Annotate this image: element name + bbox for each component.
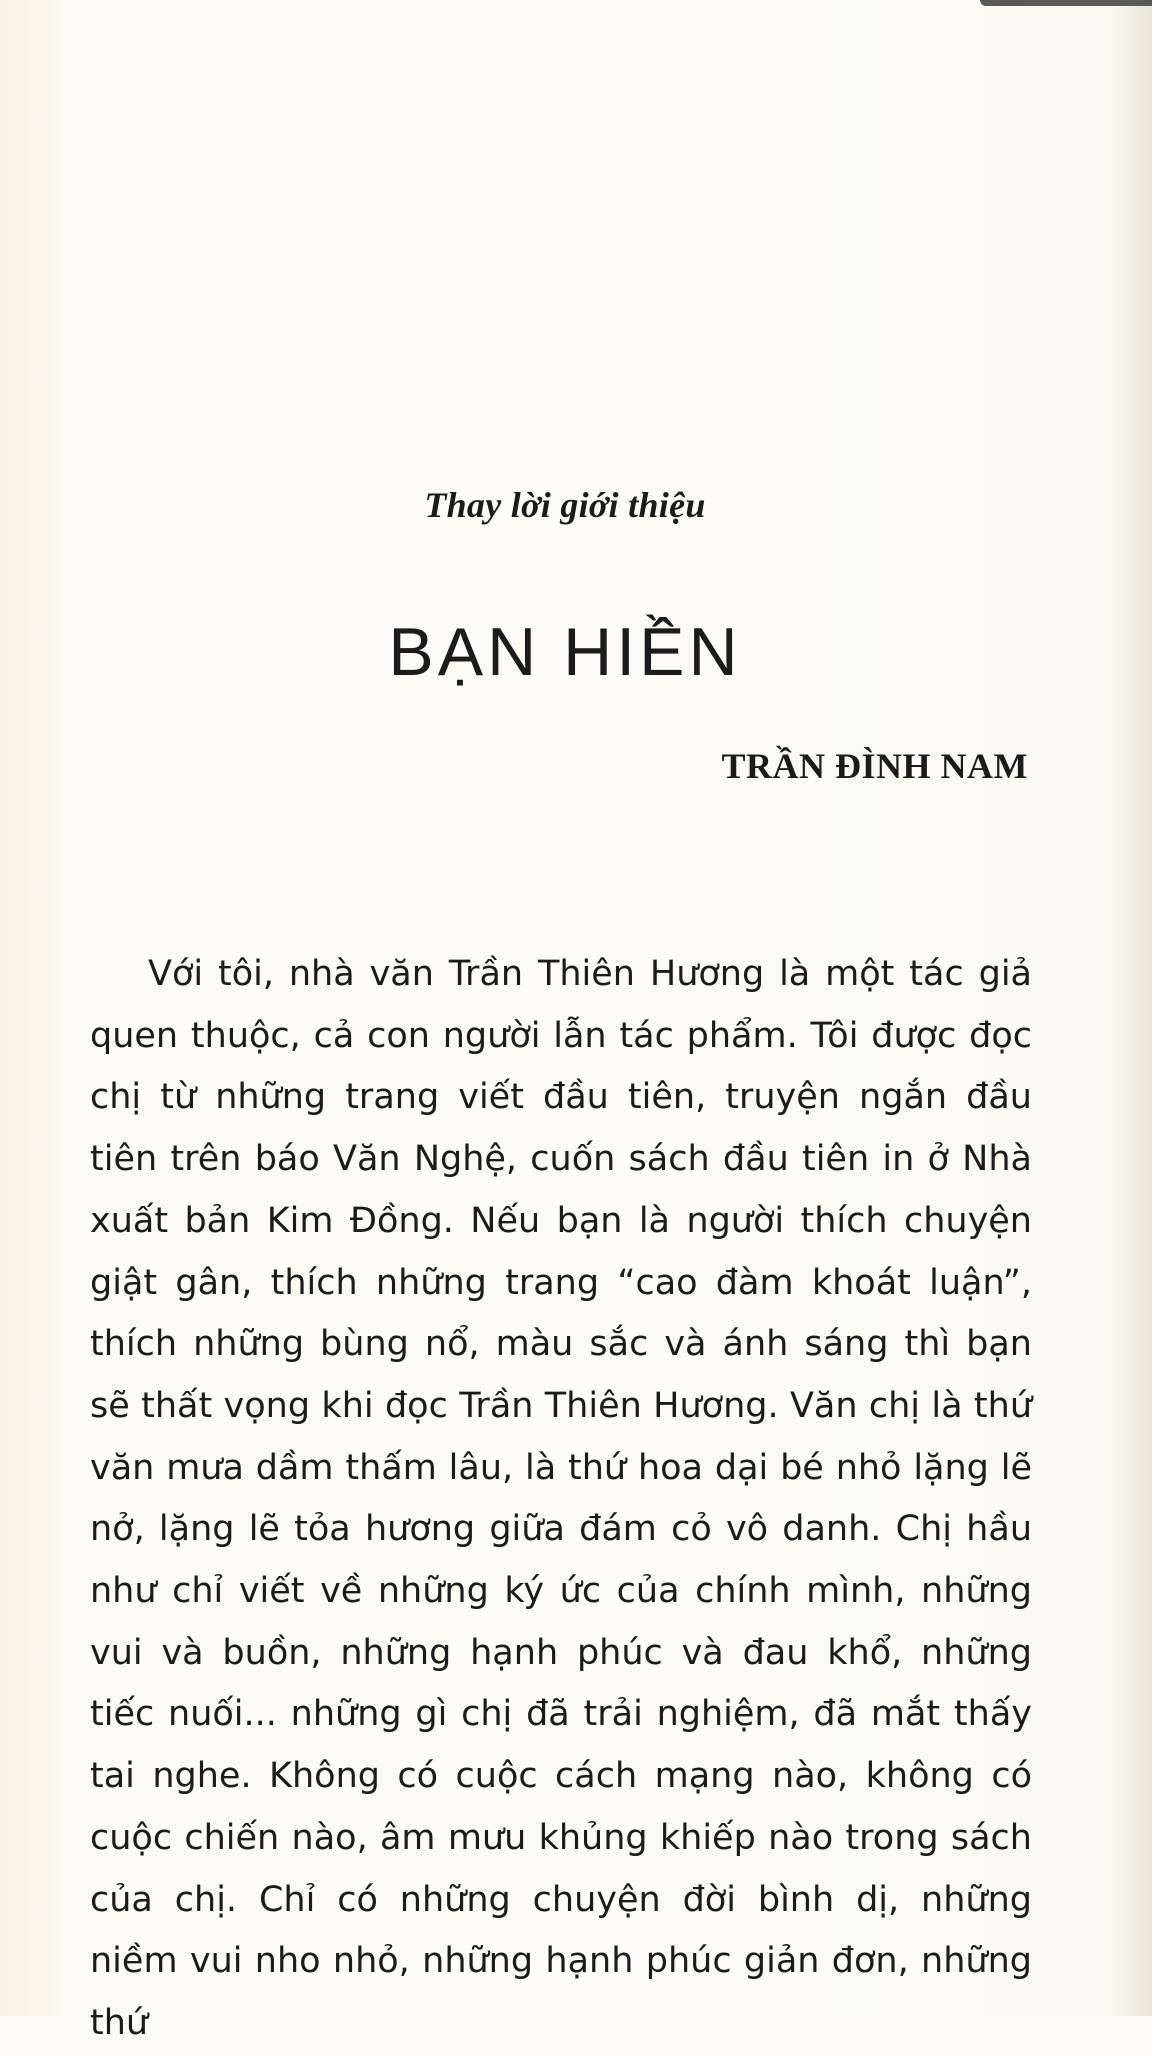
body-paragraph: Với tôi, nhà văn Trần Thiên Hương là một tác giả quen thuộc, cả con người lẫn tác phẩm. Tôi được đọc chị từ những trang viết đầu tiên, truyện ngắn đầu tiên trên báo Văn Nghệ, cuốn sách đầu tiên in ở Nhà xuất bản Kim Đồng. Nếu bạn là người thích chuyện giật gân, thích những trang “cao đàm khoát luận”, thích những bùng nổ, màu sắc và ánh sáng thì bạn sẽ thất vọng khi đọc Trần Thiên Hương. Văn chị là thứ văn mưa dầm thấm lâu, là thứ hoa dại bé nhỏ lặng lẽ nở, lặng lẽ tỏa hương giữa đám cỏ vô danh. Chị hầu như chỉ viết về những ký ức của chính mình, những vui và buồn, những hạnh phúc và đau khổ, những tiếc nuối... những gì chị đã trải nghiệm, đã mắt thấy tai nghe. Không có cuộc cách mạng nào, không có cuộc chiến nào, âm mưu khủng khiếp nào trong sách của chị. Chỉ có những chuyện đời bình dị, những niềm vui nho nhỏ, những hạnh phúc giản đơn, những thứ: [90, 954, 1032, 2043]
section-subtitle: Thay lời giới thiệu: [424, 485, 706, 525]
author-name: TRẦN ĐÌNH NAM: [721, 746, 1028, 786]
page-edge-shadow: [980, 0, 1152, 6]
chapter-title: BẠN HIỀN: [388, 614, 742, 690]
